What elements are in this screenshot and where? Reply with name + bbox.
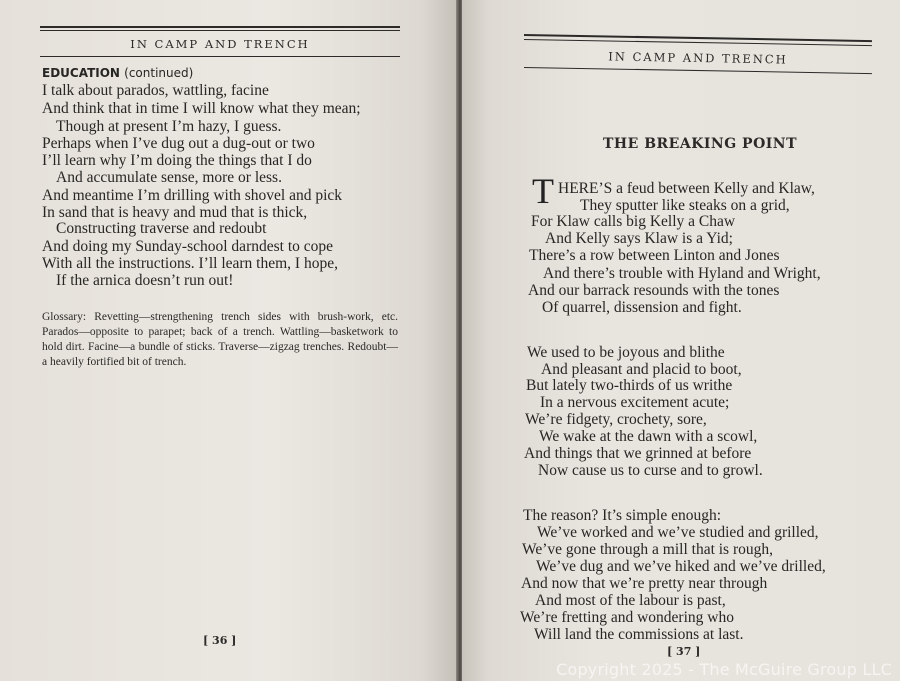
running-header: IN CAMP AND TRENCH: [130, 37, 310, 51]
poem-line: The reason? It’s simple enough:: [523, 507, 722, 524]
poem-line: We’ve dug and we’ve hiked and we’ve drilled,: [536, 558, 826, 575]
poem-line: Perhaps when I’ve dug out a dug-out or two: [42, 135, 315, 152]
right-page: [462, 0, 900, 681]
poem-line: Will land the commissions at last.: [534, 626, 744, 643]
poem-line: We’re fretting and wondering who: [520, 609, 734, 626]
poem-line: Though at present I’m hazy, I guess.: [56, 118, 282, 135]
poem-line: We used to be joyous and blithe: [527, 344, 725, 361]
poem-line: We’re fidgety, crochety, sore,: [525, 411, 707, 428]
poem-line: But lately two-thirds of us writhe: [526, 377, 733, 394]
poem-line: I’ll learn why I’m doing the things that I do: [42, 152, 312, 169]
poem-line: And accumulate sense, more or less.: [56, 169, 282, 186]
poem-line: I talk about parados, wattling, facine: [42, 82, 269, 99]
poem-line: And most of the labour is past,: [535, 592, 726, 609]
poem-line: And now that we’re pretty near through: [521, 575, 768, 592]
poem-line: In a nervous excitement acute;: [540, 394, 730, 411]
running-header: IN CAMP AND TRENCH: [608, 49, 788, 67]
poem-line: For Klaw calls big Kelly a Chaw: [531, 213, 736, 230]
poem-line: And things that we grinned at before: [524, 445, 752, 462]
poem-line: Of quarrel, dissension and fight.: [542, 299, 742, 316]
poem-line: HERE’S a feud between Kelly and Klaw,: [558, 180, 815, 197]
poem-line: And our barrack resounds with the tones: [528, 282, 780, 299]
poem-line: And Kelly says Klaw is a Yid;: [545, 230, 733, 247]
poem-line: We’ve gone through a mill that is rough,: [522, 541, 774, 558]
poem-line: We wake at the dawn with a scowl,: [539, 428, 758, 445]
poem-line: And there’s trouble with Hyland and Wright,: [543, 265, 821, 282]
poem-line: Now cause us to curse and to growl.: [538, 462, 763, 479]
poem-line: If the arnica doesn’t run out!: [56, 272, 234, 289]
poem-line: They sputter like steaks on a grid,: [580, 197, 790, 214]
poem-line: There’s a row between Linton and Jones: [529, 247, 780, 264]
header-rule-bottom: [524, 67, 872, 74]
copyright-watermark: Copyright 2025 - The McGuire Group LLC: [556, 660, 892, 679]
section-title-note: (continued): [124, 66, 194, 80]
poem-line: And pleasant and placid to boot,: [541, 361, 742, 378]
header-rule-top-thin: [40, 30, 400, 31]
page-number: [ 36 ]: [203, 634, 237, 647]
poem-line: And meantime I’m drilling with shovel and pick: [42, 187, 343, 204]
header-rule-bottom: [40, 56, 400, 57]
poem-line: And doing my Sunday-school darndest to cope: [42, 238, 334, 255]
poem-title: THE BREAKING POINT: [603, 136, 798, 152]
poem-line: Constructing traverse and redoubt: [56, 220, 267, 237]
header-rule-top: [40, 26, 400, 28]
glossary-note: Glossary: Revetting—strengthening trench sides with brush-work, etc. Parados—opposite to parapet; back of a trench. Wattling—basketwork to hold dirt. Facine—a bundle of sticks. Traverse—zigzag trenches. Redoubt—a heavily fortified bit of trench.: [42, 311, 398, 368]
poem-line: We’ve worked and we’ve studied and grilled,: [537, 524, 819, 541]
poem-line: With all the instructions. I’ll learn them, I hope,: [42, 255, 338, 272]
drop-cap: T: [532, 171, 554, 211]
section-title: [42, 66, 193, 80]
section-title-text: EDUCATION: [42, 66, 120, 80]
poem-line: And think that in time I will know what they mean;: [42, 100, 361, 117]
page-number: [ 37 ]: [667, 645, 701, 658]
poem-line: In sand that is heavy and mud that is thick,: [42, 204, 308, 221]
